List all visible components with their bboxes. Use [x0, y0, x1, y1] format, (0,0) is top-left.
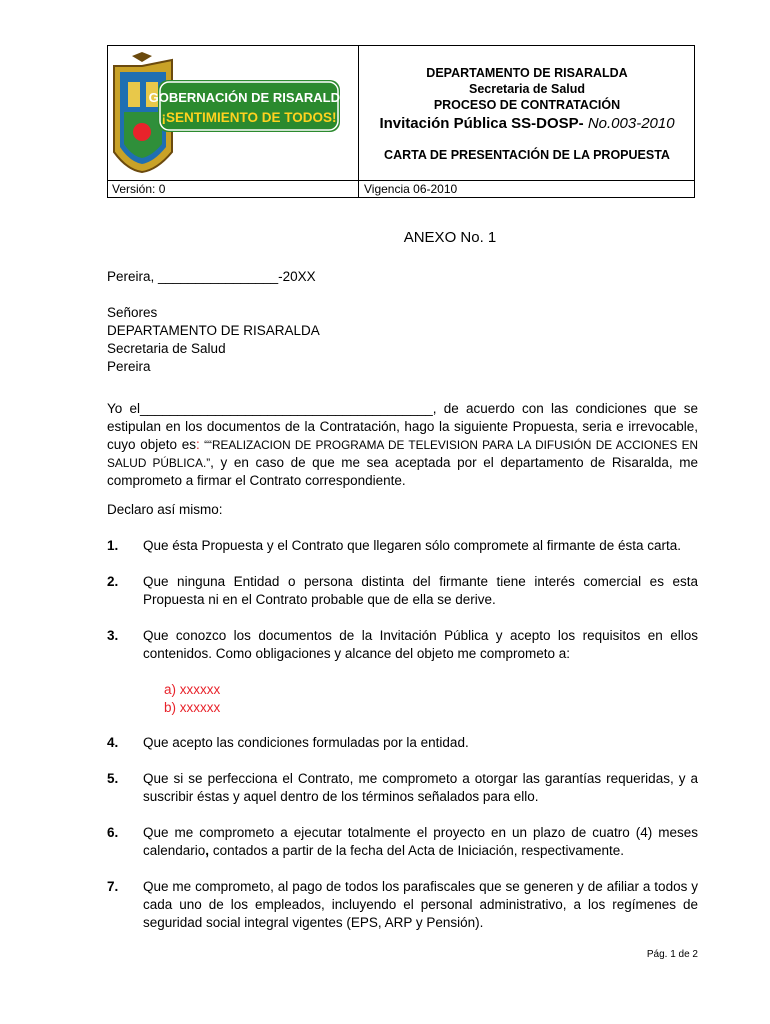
header-info	[360, 46, 694, 180]
logo-text-line1: GOBERNACIÓN DE RISARALDA	[148, 90, 350, 105]
recipient-line: DEPARTAMENTO DE RISARALDA	[107, 323, 320, 338]
item-number: 2.	[107, 574, 119, 589]
sub-item: a) xxxxxx	[164, 682, 221, 697]
item-number: 4.	[107, 735, 119, 750]
recipient-line: Secretaria de Salud	[107, 341, 226, 356]
anexo-title: ANEXO No. 1	[403, 229, 497, 246]
recipient-block	[107, 304, 698, 376]
item-text: Que ésta Propuesta y el Contrato que llegaren sólo compromete al firmante de ésta carta.	[143, 538, 682, 553]
header-carta: CARTA DE PRESENTACIÓN DE LA PROPUESTA	[384, 148, 670, 162]
header-department: DEPARTAMENTO DE RISARALDA	[426, 66, 628, 80]
recipient-line: Pereira	[107, 359, 151, 374]
item-number: 5.	[107, 771, 119, 786]
header-invitacion-number: No.003-2010	[587, 115, 675, 132]
header-version: Versión: 0	[112, 182, 166, 196]
recipient-line: Señores	[107, 305, 158, 320]
sub-items	[164, 681, 464, 717]
header-invitacion: Invitación Pública SS-DOSP- No.003-2010	[379, 115, 675, 132]
header-vigencia: Vigencia 06-2010	[364, 182, 458, 196]
item-text: Que si se perfecciona el Contrato, me comprometo a otorgar las garantías requeridas, y a suscribir éstas y aquel dentro de los términos señalados para ello.	[143, 771, 698, 804]
header-secretaria: Secretaria de Salud	[468, 82, 586, 96]
item-text: Que me comprometo, al pago de todos los parafiscales que se generen y de afiliar a todos y cada uno de los empleados, incluyendo el personal administrativo, a los regímenes de seguridad social integral vigentes (EPS, ARP y Pensión).	[143, 879, 698, 930]
logo-text-line2: ¡SENTIMIENTO DE TODOS!	[161, 110, 337, 125]
item-text: Que conozco los documentos de la Invitación Pública y acepto los requisitos en ellos contenidos. Como obligaciones y alcance del objeto me comprometo a:	[143, 628, 698, 661]
sub-item: b) xxxxxx	[164, 700, 221, 715]
item-text: Que ninguna Entidad o persona distinta del firmante tiene interés comercial es esta Propuesta ni en el Contrato probable que de ella se derive.	[143, 574, 698, 607]
item-text: Que me comprometo a ejecutar totalmente el proyecto en un plazo de cuatro (4) meses calendario, contados a partir de la fecha del Acta de Iniciación, respectivamente.	[143, 825, 698, 858]
page-number: Pág. 1 de 2	[646, 949, 698, 960]
date-line: Pereira, ________________-20XX	[107, 269, 316, 284]
header-proceso: PROCESO DE CONTRATACIÓN	[433, 98, 621, 112]
gobernacion-logo	[112, 52, 352, 176]
item-number: 1.	[107, 538, 119, 553]
objeto-text: ““REALIZACION DE PROGRAMA DE TELEVISION PARA LA DIFUSIÓN DE ACCIONES EN SALUD PÚBLICA.”	[107, 438, 698, 470]
item-number: 6.	[107, 825, 119, 840]
item-text: Que acepto las condiciones formuladas por la entidad.	[143, 735, 469, 750]
item-number: 3.	[107, 628, 119, 643]
declaro-heading: Declaro así mismo:	[107, 502, 223, 517]
header-table	[107, 45, 695, 198]
intro-paragraph: Yo el_______________________________________, de acuerdo con las condiciones que se estipulan en los documentos de la Contratación, hago la siguiente Propuesta, seria e irrevocable, cuyo objeto es: ““REALIZACION DE PROGRAMA DE TELEVISION PARA LA DIFUSIÓN DE ACCIONES EN SALUD PÚBLICA.”, y en caso de que me sea aceptada por el departamento de Risaralda, me comprometo a firmar el Contrato correspondiente.	[107, 401, 698, 488]
item-number: 7.	[107, 879, 119, 894]
